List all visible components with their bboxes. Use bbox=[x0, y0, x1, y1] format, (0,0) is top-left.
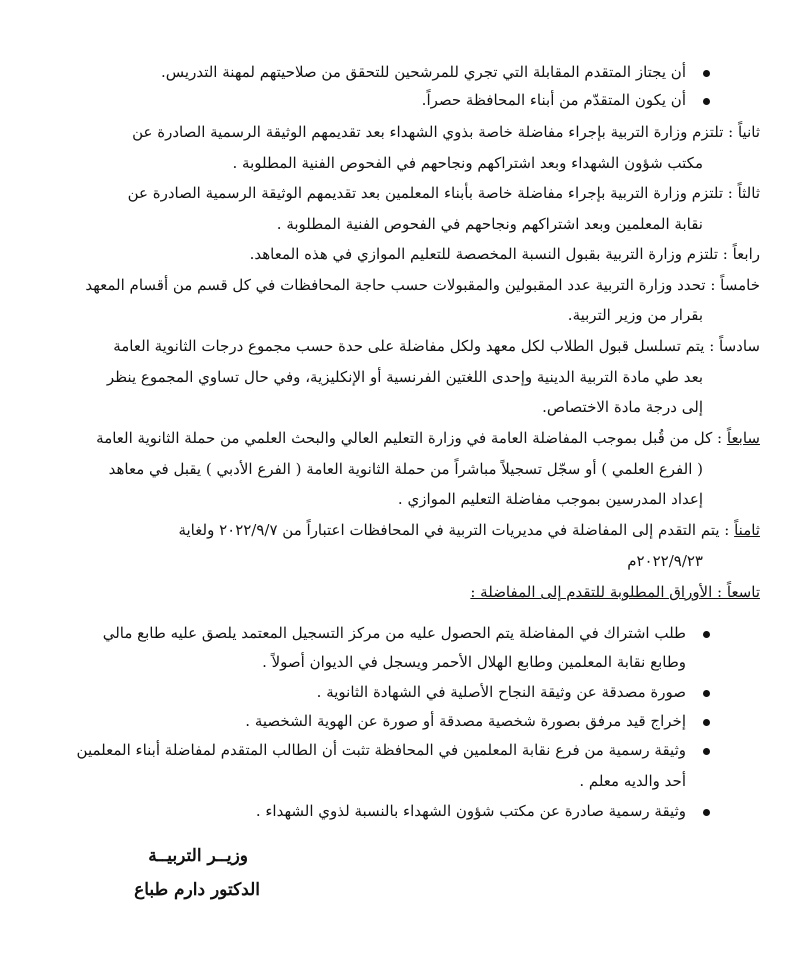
condition-interview: أن يجتاز المتقدم المقابلة التي تجري للمرشحين للتحقق من صلاحيتهم لمهنة التدريس. bbox=[161, 63, 686, 81]
paper-civil-record: إخراج قيد مرفق بصورة شخصية مصدقة أو صورة عن الهوية الشخصية . bbox=[245, 712, 686, 730]
bullet-icon bbox=[703, 719, 710, 726]
signature-title: وزيــر التربيــة bbox=[148, 846, 248, 866]
bullet-icon bbox=[703, 70, 710, 77]
bullet-icon bbox=[703, 631, 710, 638]
clause-eighth-label: ثامناً bbox=[734, 521, 760, 539]
paper-martyrs-document: وثيقة رسمية صادرة عن مكتب شؤون الشهداء بالنسبة لذوي الشهداء . bbox=[255, 802, 686, 820]
clause-second-line1: ثانياً : تلتزم وزارة التربية بإجراء مفاضلة خاصة بذوي الشهداء بعد تقديمهم الوثيقة الرسمية الصادرة عن bbox=[132, 123, 760, 141]
clause-seventh-line2: ( الفرع العلمي ) أو سجّل تسجيلاً مباشراً من حملة الثانوية العامة ( الفرع الأدبي ) يقبل في معاهد bbox=[108, 460, 703, 478]
bullet-icon bbox=[703, 809, 710, 816]
clause-seventh-label: سابعاً bbox=[726, 429, 760, 447]
clause-fifth-line1: خامساً : تحدد وزارة التربية عدد المقبولين والمقبولات حسب حاجة المحافظات في كل قسم من أقسام المعهد bbox=[85, 276, 760, 294]
clause-ninth-label: تاسعاً : الأوراق المطلوبة للتقدم إلى المفاضلة : bbox=[470, 583, 760, 601]
clause-sixth-line3: إلى درجة مادة الاختصاص. bbox=[542, 398, 703, 416]
clause-second-line2: مكتب شؤون الشهداء وبعد اشتراكهم ونجاحهم في الفحوص الفنية المطلوبة . bbox=[232, 154, 703, 172]
clause-seventh-text: : كل من قُبل بموجب المفاضلة العامة في وزارة التعليم العالي والبحث العلمي من حملة الثانوية العامة bbox=[96, 429, 727, 447]
paper-union-document-line1: وثيقة رسمية من فرع نقابة المعلمين في المحافظة تثبت أن الطالب المتقدم لمفاضلة أبناء المعلمين bbox=[76, 741, 686, 759]
clause-seventh-line3: إعداد المدرسين بموجب مفاضلة التعليم الموازي . bbox=[397, 490, 703, 508]
clause-sixth-line2: بعد طي مادة التربية الدينية وإحدى اللغتين الفرنسية أو الإنكليزية، وفي حال تساوي المجموع ينظر bbox=[106, 368, 703, 386]
signature-name: الدكتور دارم طباع bbox=[134, 880, 260, 900]
bullet-icon bbox=[703, 98, 710, 105]
paper-application-line2: وطابع نقابة المعلمين وطابع الهلال الأحمر ويسجل في الديوان أصولاً . bbox=[262, 653, 686, 671]
paper-union-document-line2: أحد والديه معلم . bbox=[579, 772, 686, 790]
clause-seventh-line1 bbox=[0, 428, 760, 448]
clause-eighth-line1 bbox=[0, 520, 760, 540]
bullet-icon bbox=[703, 748, 710, 755]
clause-fourth: رابعاً : تلتزم وزارة التربية بقبول النسبة المخصصة للتعليم الموازي في هذه المعاهد. bbox=[249, 245, 760, 263]
paper-application-line1: طلب اشتراك في المفاضلة يتم الحصول عليه من مركز التسجيل المعتمد يلصق عليه طابع مالي bbox=[102, 624, 686, 642]
condition-governorate: أن يكون المتقدّم من أبناء المحافظة حصراً. bbox=[421, 91, 686, 109]
clause-eighth-line2: ٢٠٢٢/٩/٢٣م bbox=[627, 552, 703, 570]
clause-third-line1: ثالثاً : تلتزم وزارة التربية بإجراء مفاضلة خاصة بأبناء المعلمين بعد تقديمهم الوثيقة الرسمية الصادرة عن bbox=[127, 184, 760, 202]
paper-certificate: صورة مصدقة عن وثيقة النجاح الأصلية في الشهادة الثانوية . bbox=[316, 683, 686, 701]
bullet-icon bbox=[703, 690, 710, 697]
clause-ninth-heading bbox=[0, 582, 760, 602]
clause-eighth-text: : يتم التقدم إلى المفاضلة في مديريات التربية في المحافظات اعتباراً من ٢٠٢٢/٩/٧ ولغاية bbox=[178, 521, 735, 539]
clause-fifth-line2: بقرار من وزير التربية. bbox=[567, 306, 703, 324]
clause-third-line2: نقابة المعلمين وبعد اشتراكهم ونجاحهم في الفحوص الفنية المطلوبة . bbox=[276, 215, 703, 233]
clause-sixth-line1: سادساً : يتم تسلسل قبول الطلاب لكل معهد ولكل مفاضلة على حدة حسب مجموع درجات الثانوية العامة bbox=[113, 337, 760, 355]
